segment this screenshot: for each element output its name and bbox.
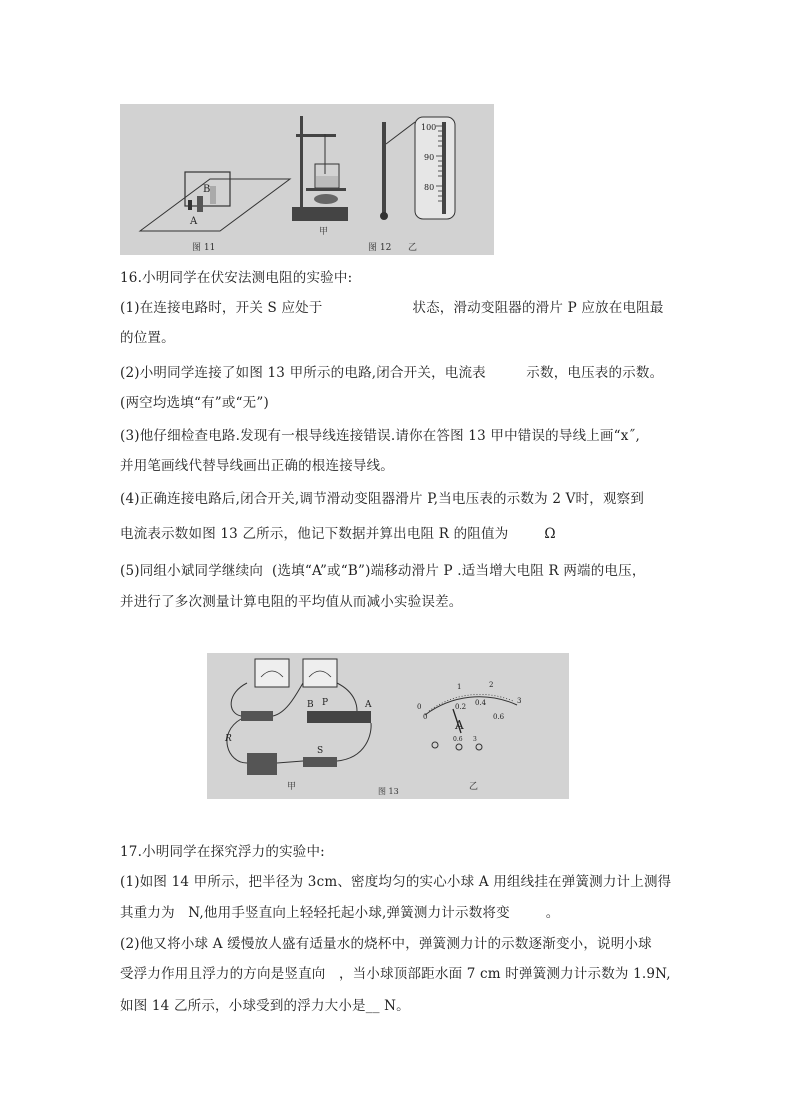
q17-title: 17.小明同学在探究浮力的实验中: <box>120 844 325 860</box>
figure-13-drawing <box>207 653 569 799</box>
figure-11-12-drawing <box>120 104 494 255</box>
thermo-tick-80: 80 <box>424 183 435 192</box>
ammeter-outer-tick-1: 1 <box>457 683 462 691</box>
fig11-label-b: B <box>203 184 211 195</box>
fig12-left-label: 甲 <box>319 227 329 237</box>
ammeter-inner-tick-1: 0.2 <box>455 703 467 711</box>
ammeter-symbol: A <box>455 718 464 732</box>
q16-part2-line1: (2)小明同学连接了如图 13 甲所示的电路,闭合开关，电流表 示数，电压表的示数。 <box>120 365 664 381</box>
fig11-drawing <box>140 172 290 253</box>
fig13-right-label: 乙 <box>469 782 479 792</box>
ammeter-inner-tick-2: 0.4 <box>475 699 487 707</box>
ammeter-inner-tick-0: 0 <box>423 713 428 721</box>
q16-part4-line1: (4)正确连接电路后,闭合开关,调节滑动变阻器滑片 P,当电压表的示数为 2 V时，观察到 <box>120 491 645 507</box>
q17-part2-line3: 如图 14 乙所示，小球受到的浮力大小是__ N。 <box>120 998 410 1014</box>
fig12-right-label: 乙 <box>408 243 418 253</box>
q17-part1-line1: (1)如图 14 甲所示，把半径为 3cm、密度均匀的实心小球 A 用组线挂在弹簧测力计上测得 <box>120 874 672 890</box>
ammeter-inner-tick-3: 0.6 <box>493 713 505 721</box>
q17-part2-line1: (2)他又将小球 A 缓慢放人盛有适量水的烧杯中，弹簧测力计的示数逐渐变小，说明小球 <box>120 936 652 952</box>
figure-11-12 <box>120 104 494 255</box>
q16-title: 16.小明同学在伏安法测电阻的实验中: <box>120 270 353 286</box>
fig12-stand-drawing <box>292 116 391 253</box>
fig13-s-label: S <box>317 746 324 756</box>
q16-part4-line2: 电流表示数如图 13 乙所示，他记下数据并算出电阻 R 的阻值为 Ω <box>120 526 556 542</box>
fig13-caption: 图 13 <box>378 787 399 796</box>
ammeter-outer-tick-2: 2 <box>489 681 494 689</box>
figure-13 <box>207 653 569 799</box>
fig13-left-label: 甲 <box>287 782 297 792</box>
q16-part5-line1: (5)同组小斌同学继续向 (选填“A”或“B”)端移动滑片 P .适当增大电阻 R 两端的电压， <box>120 563 646 579</box>
fig13-b-label: B <box>307 700 314 710</box>
q16-part5-line2: 并进行了多次测量计算电阻的平均值从而减小实验误差。 <box>120 594 463 610</box>
q16-part1-line2: 的位置。 <box>120 330 175 346</box>
ammeter-outer-tick-3: 3 <box>517 697 522 705</box>
q16-part3-line1: (3)他仔细检查电路.发现有一根导线连接错误.请你在答图 13 甲中错误的导线上画“x˝, <box>120 428 641 444</box>
fig13-circuit-drawing <box>224 659 372 792</box>
q16-part2-line2: (两空均选填“有”或“无”) <box>120 395 269 411</box>
ammeter-terminal-label-2: 3 <box>473 736 477 743</box>
fig11-label-a: A <box>190 216 198 227</box>
thermo-tick-90: 90 <box>424 153 435 162</box>
thermo-tick-100: 100 <box>421 123 437 132</box>
fig13-r-label: R <box>225 734 232 744</box>
ammeter-outer-tick-0: 0 <box>417 703 422 711</box>
q17-part1-line2: 其重力为 N,他用手竖直向上轻轻托起小球,弹簧测力计示数将变 。 <box>120 905 560 921</box>
q17-part2-line2: 受浮力作用且浮力的方向是竖直向 ，当小球顶部距水面 7 cm 时弹簧测力计示数为 1.9N, <box>120 966 671 982</box>
fig13-a-label: A <box>365 700 372 710</box>
ammeter-terminal-label-1: 0.6 <box>453 736 463 743</box>
fig12-thermometer-drawing <box>380 117 455 253</box>
fig13-ammeter-drawing <box>417 681 521 792</box>
q16-part3-line2: 并用笔画线代替导线画出正确的根连接导线。 <box>120 458 394 474</box>
q16-part1-line1: (1)在连接电路时，开关 S 应处于 状态，滑动变阻器的滑片 P 应放在电阻最 <box>120 300 664 316</box>
fig11-caption: 图 11 <box>192 243 216 253</box>
fig12-caption: 图 12 <box>368 243 392 253</box>
fig13-p-label: P <box>322 698 329 708</box>
